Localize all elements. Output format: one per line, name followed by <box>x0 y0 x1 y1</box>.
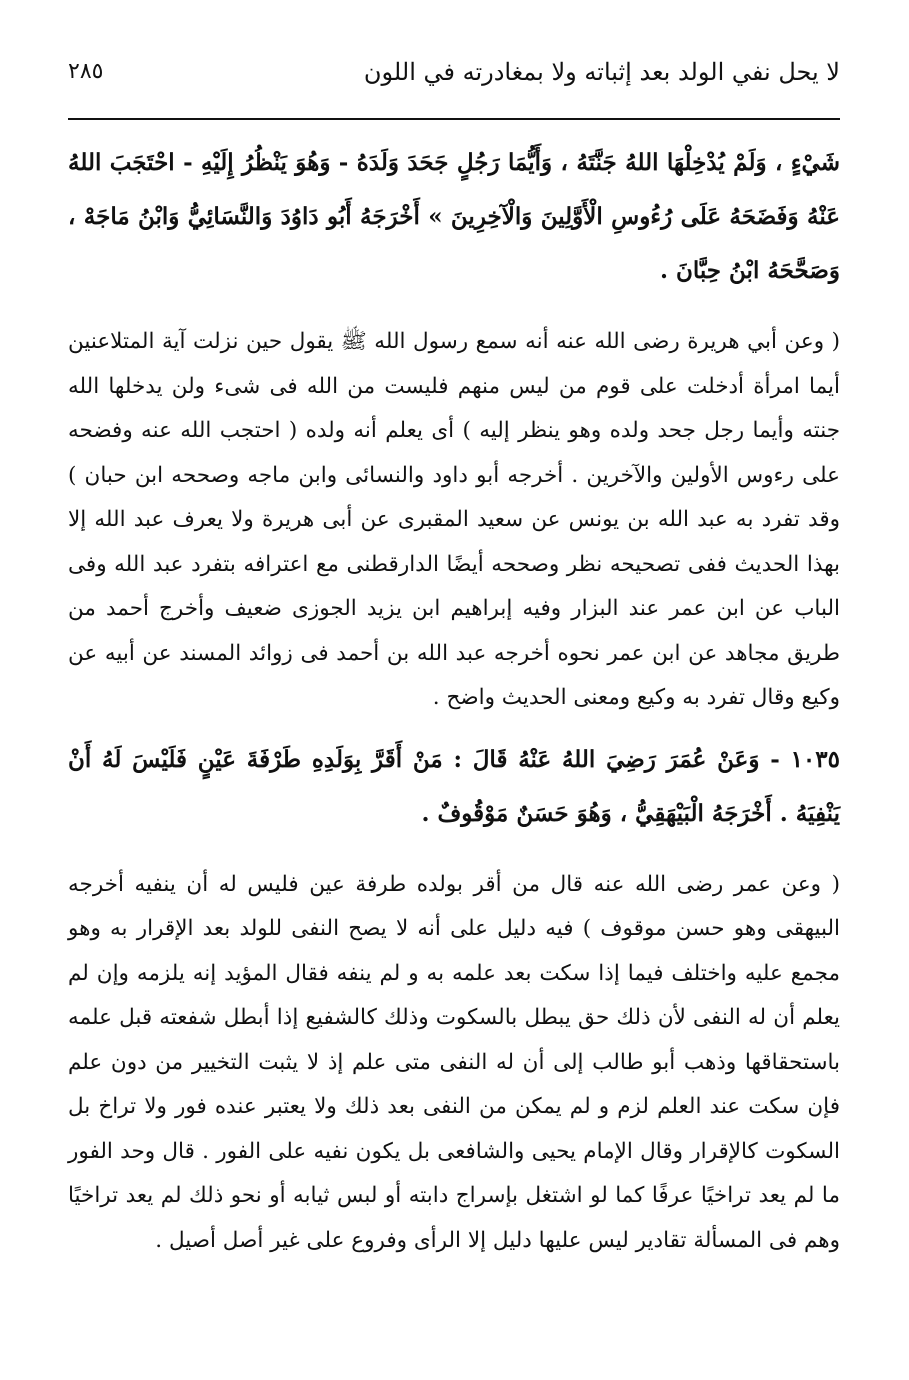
hadith-text-continuation: شَيْءٍ ، وَلَمْ يُدْخِلْهَا اللهُ جَنَّتَهُ ، وَأَيُّمَا رَجُلٍ جَحَدَ وَلَدَهُ - وَهُوَ يَنْظُرُ إِلَيْهِ - احْتَجَبَ اللهُ عَنْهُ وَفَضَحَهُ عَلَى رُءُوسِ الْأَوَّلِينَ وَالْآخِرِينَ » أَخْرَجَهُ أَبُو دَاوُدَ وَالنَّسَائِيُّ وَابْنُ مَاجَهْ ، وَصَحَّحَهُ ابْنُ حِبَّانَ . <box>68 149 840 284</box>
commentary-paragraph: ( وعن أبي هريرة رضى الله عنه أنه سمع رسول الله ﷺ يقول حين نزلت آية المتلاعنين أيما امرأة أدخلت على قوم من ليس منهم فليست من الله فى شىء ولن يدخلها الله جنته وأيما رجل جحد ولده وهو ينظر إليه ) أى يعلم أنه ولده ( احتجب الله عنه وفضحه على رءوس الأولين والآخرين . أخرجه أبو داود والنسائى وابن ماجه وصححه ابن حبان ) وقد تفرد به عبد الله بن يونس عن سعيد المقبرى عن أبى هريرة ولا يعرف عبد الله إلا بهذا الحديث ففى تصحيحه نظر وصححه أيضًا الدارقطنى مع اعترافه بتفرد عبد الله وفى الباب عن ابن عمر عند البزار وفيه إبراهيم ابن يزيد الجوزى ضعيف وأخرج أحمد من طريق مجاهد عن ابن عمر نحوه أخرجه عبد الله بن أحمد فى زوائد المسند عن أبيه عن وكيع وقال تفرد به وكيع ومعنى الحديث واضح . <box>68 329 840 710</box>
running-title: لا يحل نفي الولد بعد إثباته ولا بمغادرته في اللون <box>363 58 840 86</box>
page-header <box>68 50 840 100</box>
hadith-text: ١٠٣٥ - وَعَنْ عُمَرَ رَضِيَ اللهُ عَنْهُ قَالَ : مَنْ أَقَرَّ بِوَلَدِهِ طَرْفَةَ عَيْنٍ فَلَيْسَ لَهُ أَنْ يَنْفِيَهُ . أَخْرَجَهُ الْبَيْهَقِيُّ ، وَهُوَ حَسَنٌ مَوْقُوفٌ . <box>68 745 840 827</box>
page-body <box>68 136 840 1263</box>
page-number: ٢٨٥ <box>68 59 104 84</box>
commentary-paragraph: ( وعن عمر رضى الله عنه قال من أقر بولده طرفة عين فليس له أن ينفيه أخرجه البيهقى وهو حسن موقوف ) فيه دليل على أنه لا يصح النفى للولد بعد الإقرار به وهو مجمع عليه واختلف فيما إذا سكت بعد علمه به و لم ينفه فقال المؤيد إنه يلزمه وإن لم يعلم أن له النفى لأن ذلك حق يبطل بالسكوت وذلك كالشفيع إذا أبطل شفعته قبل علمه باستحقاقها وذهب أبو طالب إلى أن له النفى متى علم إذ لا يثبت التخيير من دون علم فإن سكت عند العلم لزم و لم يمكن من النفى بعد ذلك ولا يعتبر عنده فور ولا تراخ بل السكوت كالإقرار وقال الإمام يحيى والشافعى بل يكون نفيه على الفور . قال وحد الفور ما لم يعد تراخيًا عرفًا كما لو اشتغل بإسراج دابته أو لبس ثيابه أو نحو ذلك لم يعد تراخيًا وهم فى المسألة تقادير ليس عليها دليل إلا الرأى وفروع على غير أصل أصيل . <box>68 871 840 1253</box>
header-rule <box>68 118 840 120</box>
